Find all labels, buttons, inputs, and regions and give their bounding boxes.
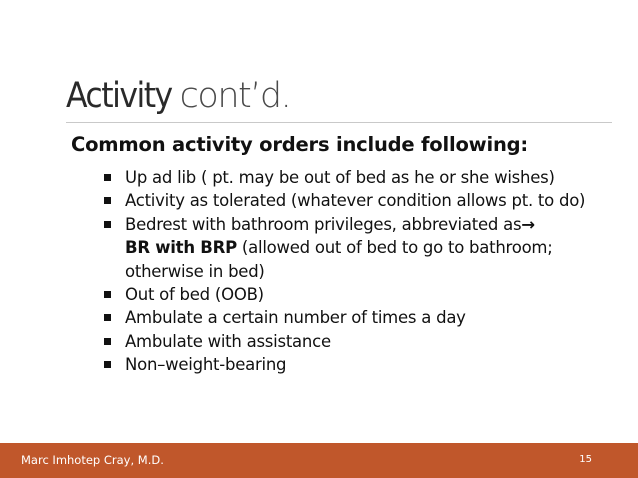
list-item-text: Up ad lib ( pt. may be out of bed as he or she wishes) <box>125 168 555 187</box>
list-item <box>104 330 604 353</box>
list-item-text: Ambulate a certain number of times a day <box>125 308 466 328</box>
square-bullet-icon <box>104 361 111 368</box>
list-item <box>104 306 604 329</box>
list-heading: Common activity orders include following: <box>71 133 529 156</box>
footer-author: Marc Imhotep Cray, M.D. <box>21 453 164 467</box>
list-item-text: (allowed out of bed to go to bathroom; otherwise in bed) <box>125 238 553 281</box>
list-item <box>104 166 604 189</box>
square-bullet-icon <box>104 291 111 298</box>
list-item <box>104 189 604 212</box>
list-item-text: Non–weight-bearing <box>125 355 287 375</box>
list-item <box>104 213 604 283</box>
activity-orders-list <box>104 166 604 377</box>
arrow-right-icon: → <box>521 214 535 234</box>
list-item-text: Out of bed (OOB) <box>125 285 264 305</box>
page-number: 15 <box>579 454 592 465</box>
slide-title <box>66 75 290 117</box>
list-item <box>104 353 604 376</box>
square-bullet-icon <box>104 197 111 204</box>
list-item-text: Bedrest with bathroom privileges, abbreviated as <box>125 214 522 234</box>
square-bullet-icon <box>104 221 111 228</box>
list-item-bold-term: BR with BRP <box>125 238 237 258</box>
list-item-text: Activity as tolerated (whatever condition allows pt. to do) <box>125 191 586 211</box>
footer-bar <box>0 443 638 478</box>
list-item <box>104 283 604 306</box>
square-bullet-icon <box>104 314 111 321</box>
title-sub: cont’d. <box>179 76 291 116</box>
title-main: Activity <box>66 76 172 116</box>
title-divider <box>66 122 612 123</box>
square-bullet-icon <box>104 174 111 181</box>
list-item-text: Ambulate with assistance <box>125 331 331 351</box>
square-bullet-icon <box>104 338 111 345</box>
